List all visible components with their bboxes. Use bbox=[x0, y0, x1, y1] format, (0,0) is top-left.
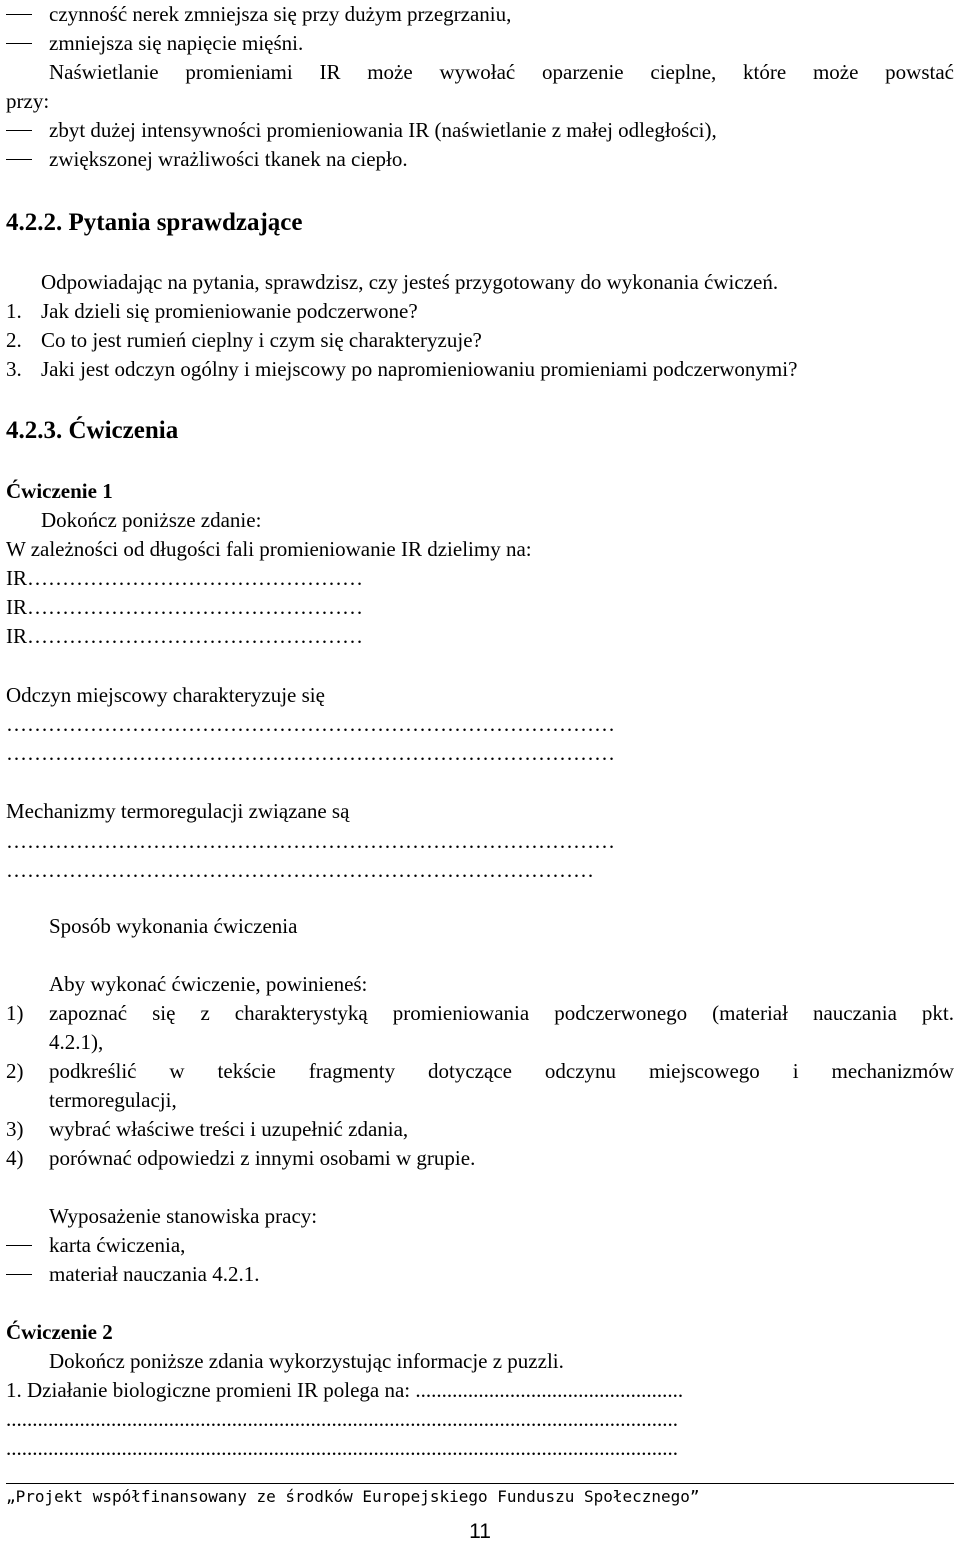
blank-text: IR………………………………………… bbox=[6, 595, 363, 619]
step-number: 2) bbox=[6, 1059, 24, 1083]
instruction-text: Dokończ poniższe zdania wykorzystując informacje z puzzli. bbox=[49, 1349, 564, 1373]
bullet-item bbox=[0, 1260, 960, 1289]
bullet-text: zwiększonej wrażliwości tkanek na ciepło. bbox=[49, 147, 408, 171]
method-title bbox=[0, 912, 960, 941]
bullet-text: zmniejsza się napięcie mięśni. bbox=[49, 31, 304, 55]
blank-text: ………………………………………………………………………… bbox=[6, 858, 594, 882]
paragraph-text: Naświetlanie promieniami IR może wywołać oparzenie cieplne, które może powstać bbox=[49, 60, 954, 84]
blank-text: …………………………………………………………………………… bbox=[6, 829, 615, 853]
dash-bullet-icon bbox=[6, 1274, 32, 1275]
step-item bbox=[0, 1115, 960, 1144]
dash-bullet-icon bbox=[6, 159, 32, 160]
bullet-item bbox=[0, 145, 960, 174]
section-heading bbox=[0, 206, 960, 240]
bullet-item bbox=[0, 29, 960, 58]
footer-rule bbox=[6, 1483, 954, 1484]
exercise-instruction bbox=[0, 1347, 960, 1376]
fill-in-blank bbox=[0, 593, 960, 622]
question-number: 1. bbox=[6, 299, 22, 323]
blank-text: ................................................................................................................................ bbox=[6, 1436, 678, 1460]
question-number: 2. bbox=[6, 328, 22, 352]
bullet-item bbox=[0, 116, 960, 145]
bullet-text: karta ćwiczenia, bbox=[49, 1233, 186, 1257]
step-item bbox=[0, 1144, 960, 1173]
sentence-text: W zależności od długości fali promieniowanie IR dzielimy na: bbox=[6, 537, 532, 561]
step-continuation bbox=[0, 1086, 960, 1115]
step-text: zapoznać się z charakterystyką promieniowania podczerwonego (materiał nauczania pkt. bbox=[49, 1001, 954, 1025]
question-text: Co to jest rumień cieplny i czym się charakteryzuje? bbox=[41, 328, 482, 352]
section-lead bbox=[0, 268, 960, 297]
step-text: wybrać właściwe treści i uzupełnić zdania, bbox=[49, 1117, 409, 1141]
bullet-text: materiał nauczania 4.2.1. bbox=[49, 1262, 260, 1286]
fill-in-blank bbox=[0, 710, 960, 739]
step-number: 3) bbox=[6, 1117, 24, 1141]
prompt-text: Mechanizmy termoregulacji związane są bbox=[6, 799, 350, 823]
fill-in-blank bbox=[0, 827, 960, 856]
question-number: 3. bbox=[6, 357, 22, 381]
exercise-instruction bbox=[0, 506, 960, 535]
dash-bullet-icon bbox=[6, 1245, 32, 1246]
step-text: podkreślić w tekście fragmenty dotyczące odczynu miejscowego i mechanizmów bbox=[49, 1059, 954, 1083]
bullet-text: czynność nerek zmniejsza się przy dużym przegrzaniu, bbox=[49, 2, 512, 26]
method-lead bbox=[0, 970, 960, 999]
footer-text: „Projekt współfinansowany ze środków Europejskiego Funduszu Społecznego” bbox=[6, 1487, 700, 1506]
equipment-title-text: Wyposażenie stanowiska pracy: bbox=[49, 1204, 318, 1228]
blank-text: IR………………………………………… bbox=[6, 566, 363, 590]
section-heading-text: 4.2.2. Pytania sprawdzające bbox=[6, 209, 303, 236]
step-number: 1) bbox=[6, 1001, 24, 1025]
step-text: termoregulacji, bbox=[49, 1088, 177, 1112]
instruction-text: Dokończ poniższe zdanie: bbox=[41, 508, 262, 532]
lead-text: Odpowiadając na pytania, sprawdzisz, czy jesteś przygotowany do wykonania ćwiczeń. bbox=[41, 270, 779, 294]
question-item bbox=[0, 355, 960, 384]
bullet-text: zbyt dużej intensywności promieniowania IR (naświetlanie z małej odległości), bbox=[49, 118, 717, 142]
blank-text: IR………………………………………… bbox=[6, 624, 363, 648]
question-text: 1. Działanie biologiczne promieni IR polega na: ................................................... bbox=[6, 1378, 684, 1402]
step-item bbox=[0, 999, 960, 1028]
fill-in-blank bbox=[0, 1405, 954, 1434]
step-text: porównać odpowiedzi z innymi osobami w grupie. bbox=[49, 1146, 476, 1170]
section-heading bbox=[0, 414, 960, 448]
dash-bullet-icon bbox=[6, 130, 32, 131]
fill-in-blank bbox=[0, 856, 960, 885]
exercise-title bbox=[0, 1318, 960, 1347]
dash-bullet-icon bbox=[6, 14, 32, 15]
bullet-item bbox=[0, 1231, 960, 1260]
bullet-item bbox=[0, 0, 960, 29]
exercise-title-text: Ćwiczenie 2 bbox=[6, 1320, 113, 1344]
prompt-text: Odczyn miejscowy charakteryzuje się bbox=[6, 683, 325, 707]
fill-in-blank bbox=[0, 564, 960, 593]
exercise-prompt bbox=[0, 681, 960, 710]
fill-in-blank bbox=[0, 739, 960, 768]
blank-text: ................................................................................................................................ bbox=[6, 1407, 678, 1431]
question-item bbox=[0, 326, 960, 355]
question-text: Jaki jest odczyn ogólny i miejscowy po napromieniowaniu promieniami podczerwonymi? bbox=[41, 357, 798, 381]
paragraph-text: przy: bbox=[6, 89, 50, 113]
exercise-sentence bbox=[0, 535, 960, 564]
step-number: 4) bbox=[6, 1146, 24, 1170]
blank-text: …………………………………………………………………………… bbox=[6, 741, 615, 765]
page-number: 11 bbox=[469, 1520, 491, 1543]
question-text: Jak dzieli się promieniowanie podczerwone? bbox=[41, 299, 418, 323]
fill-in-blank bbox=[0, 1434, 954, 1463]
method-title-text: Sposób wykonania ćwiczenia bbox=[49, 914, 298, 938]
exercise-prompt bbox=[0, 797, 960, 826]
question-item bbox=[0, 297, 960, 326]
exercise-title bbox=[0, 477, 960, 506]
method-lead-text: Aby wykonać ćwiczenie, powinieneś: bbox=[49, 972, 368, 996]
exercise-title-text: Ćwiczenie 1 bbox=[6, 479, 113, 503]
step-text: 4.2.1), bbox=[49, 1030, 104, 1054]
equipment-title bbox=[0, 1202, 960, 1231]
paragraph-line bbox=[0, 58, 960, 87]
step-continuation bbox=[0, 1028, 960, 1057]
section-heading-text: 4.2.3. Ćwiczenia bbox=[6, 417, 179, 444]
step-item bbox=[0, 1057, 960, 1086]
paragraph-line bbox=[0, 87, 960, 116]
exercise-question bbox=[0, 1376, 960, 1405]
dash-bullet-icon bbox=[6, 43, 32, 44]
blank-text: …………………………………………………………………………… bbox=[6, 712, 615, 736]
fill-in-blank bbox=[0, 622, 960, 651]
